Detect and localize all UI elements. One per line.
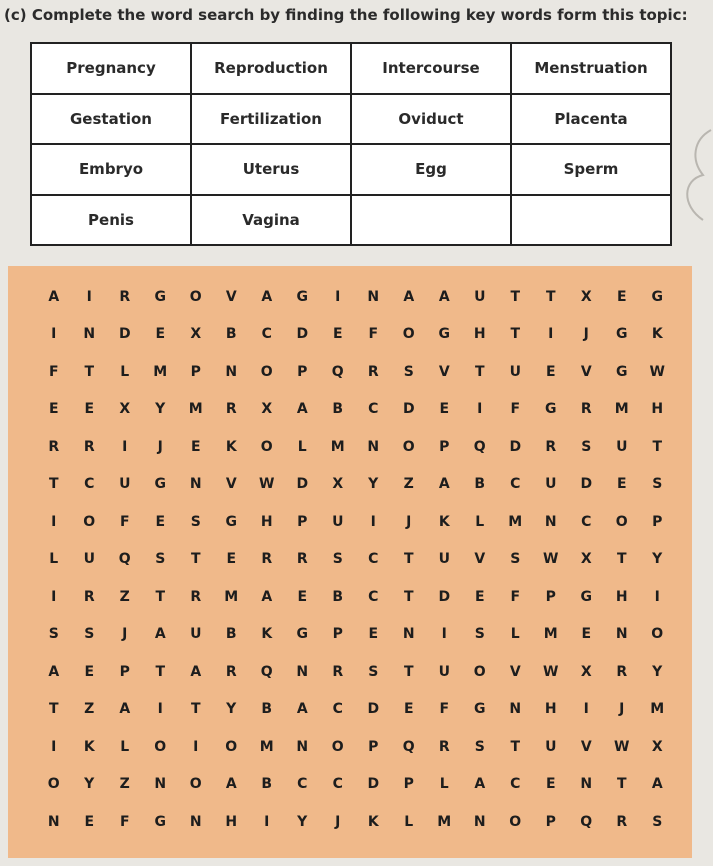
grid-letter: Q bbox=[260, 663, 273, 680]
grid-letter: I bbox=[583, 701, 589, 718]
grid-letter: D bbox=[402, 401, 415, 418]
grid-letter: G bbox=[474, 701, 486, 718]
grid-letter: X bbox=[580, 551, 592, 568]
grid-letter: I bbox=[122, 438, 128, 455]
grid-letter: J bbox=[619, 701, 625, 718]
grid-letter: C bbox=[332, 776, 343, 793]
grid-letter: C bbox=[261, 326, 272, 343]
grid-letter: V bbox=[580, 363, 592, 380]
grid-letter: O bbox=[615, 513, 628, 530]
grid-letter: O bbox=[83, 513, 96, 530]
keyword-row bbox=[31, 195, 671, 246]
grid-letter: D bbox=[367, 701, 380, 718]
keyword-cell: Uterus bbox=[191, 144, 351, 195]
keyword-cell bbox=[511, 195, 671, 246]
grid-letter: H bbox=[544, 701, 557, 718]
grid-letter: J bbox=[406, 513, 412, 530]
grid-letter: Q bbox=[473, 438, 486, 455]
grid-letter: E bbox=[368, 626, 379, 643]
grid-letter: O bbox=[402, 438, 415, 455]
grid-letter: U bbox=[438, 551, 450, 568]
grid-letter: M bbox=[330, 438, 345, 455]
keyword-cell: Penis bbox=[31, 195, 191, 246]
grid-letter: T bbox=[403, 663, 414, 680]
grid-letter: N bbox=[154, 776, 167, 793]
grid-letter: N bbox=[296, 738, 309, 755]
grid-letter: Y bbox=[652, 551, 663, 568]
grid-letter: O bbox=[473, 663, 486, 680]
grid-letter: W bbox=[543, 551, 559, 568]
grid-letter: E bbox=[84, 401, 95, 418]
grid-letter: L bbox=[49, 551, 59, 568]
grid-letter: T bbox=[510, 288, 521, 305]
grid-letter: W bbox=[649, 363, 665, 380]
grid-letter: T bbox=[474, 363, 485, 380]
grid-letter: T bbox=[510, 326, 521, 343]
grid-letter: X bbox=[651, 738, 663, 755]
grid-letter: E bbox=[48, 401, 59, 418]
grid-letter: R bbox=[332, 663, 344, 680]
keyword-cell: Embryo bbox=[31, 144, 191, 195]
grid-letter: S bbox=[368, 663, 379, 680]
grid-letter: N bbox=[189, 476, 202, 493]
grid-letter: N bbox=[580, 776, 593, 793]
grid-letter: S bbox=[155, 551, 166, 568]
grid-letter: C bbox=[332, 701, 343, 718]
grid-letter: S bbox=[652, 476, 663, 493]
grid-letter: A bbox=[438, 476, 450, 493]
word-search-panel bbox=[8, 266, 692, 858]
grid-letter: Z bbox=[403, 476, 414, 493]
keyword-cell: Gestation bbox=[31, 94, 191, 145]
grid-letter: L bbox=[510, 626, 520, 643]
grid-letter: F bbox=[48, 363, 59, 380]
keyword-cell: Reproduction bbox=[191, 43, 351, 94]
grid-letter: U bbox=[474, 288, 486, 305]
grid-letter: T bbox=[545, 288, 556, 305]
grid-letter: N bbox=[473, 813, 486, 830]
grid-letter: D bbox=[580, 476, 593, 493]
grid-letter: I bbox=[335, 288, 341, 305]
grid-letter: M bbox=[650, 701, 665, 718]
grid-letter: T bbox=[155, 663, 166, 680]
grid-letter: E bbox=[403, 701, 414, 718]
keyword-cell: Placenta bbox=[511, 94, 671, 145]
grid-letter: C bbox=[510, 776, 521, 793]
grid-letter: K bbox=[651, 326, 663, 343]
grid-letter: A bbox=[403, 288, 415, 305]
grid-letter: N bbox=[225, 363, 238, 380]
grid-letter: P bbox=[297, 513, 308, 530]
grid-letter: A bbox=[651, 776, 663, 793]
grid-letter: M bbox=[224, 588, 239, 605]
grid-letter: R bbox=[261, 551, 273, 568]
grid-letter: P bbox=[545, 588, 556, 605]
grid-letter: T bbox=[616, 551, 627, 568]
keyword-cell: Menstruation bbox=[511, 43, 671, 94]
grid-letter: R bbox=[190, 588, 202, 605]
instruction-text: (c) Complete the word search by finding the following key words form this topic: bbox=[4, 6, 688, 24]
grid-letter: C bbox=[510, 476, 521, 493]
grid-letter: G bbox=[438, 326, 450, 343]
grid-letter: S bbox=[84, 626, 95, 643]
grid-letter: R bbox=[119, 288, 131, 305]
grid-letter: K bbox=[367, 813, 379, 830]
grid-letter: R bbox=[296, 551, 308, 568]
grid-letter: L bbox=[404, 813, 414, 830]
grid-letter: M bbox=[153, 363, 168, 380]
grid-letter: O bbox=[651, 626, 664, 643]
grid-letter: T bbox=[190, 701, 201, 718]
grid-letter: T bbox=[84, 363, 95, 380]
grid-letter: K bbox=[83, 738, 95, 755]
grid-letter: I bbox=[51, 326, 57, 343]
grid-letter: R bbox=[48, 438, 60, 455]
grid-letter: O bbox=[260, 363, 273, 380]
grid-letter: O bbox=[225, 738, 238, 755]
grid-letter: G bbox=[616, 363, 628, 380]
keyword-table bbox=[30, 42, 672, 246]
grid-letter: Y bbox=[226, 701, 237, 718]
grid-letter: X bbox=[190, 326, 202, 343]
grid-letter: S bbox=[474, 738, 485, 755]
grid-letter: O bbox=[260, 438, 273, 455]
grid-letter: P bbox=[332, 626, 343, 643]
keyword-row bbox=[31, 144, 671, 195]
grid-letter: R bbox=[616, 663, 628, 680]
grid-letter: L bbox=[120, 363, 130, 380]
grid-letter: R bbox=[545, 438, 557, 455]
grid-letter: I bbox=[193, 738, 199, 755]
grid-letter: B bbox=[332, 588, 344, 605]
grid-letter: M bbox=[259, 738, 274, 755]
grid-letter: D bbox=[438, 588, 451, 605]
grid-letter: I bbox=[51, 588, 57, 605]
grid-letter: A bbox=[261, 588, 273, 605]
keyword-cell: Pregnancy bbox=[31, 43, 191, 94]
grid-letter: V bbox=[580, 738, 592, 755]
grid-letter: O bbox=[47, 776, 60, 793]
grid-letter: X bbox=[332, 476, 344, 493]
grid-letter: D bbox=[509, 438, 522, 455]
grid-letter: E bbox=[616, 476, 627, 493]
grid-letter: U bbox=[545, 738, 557, 755]
grid-letter: I bbox=[548, 326, 554, 343]
grid-letter: E bbox=[297, 588, 308, 605]
grid-letter: R bbox=[616, 813, 628, 830]
grid-letter: E bbox=[581, 626, 592, 643]
grid-letter: G bbox=[154, 288, 166, 305]
grid-letter: A bbox=[296, 701, 308, 718]
grid-letter: M bbox=[508, 513, 523, 530]
grid-letter: U bbox=[616, 438, 628, 455]
grid-letter: D bbox=[296, 326, 309, 343]
grid-letter: N bbox=[296, 663, 309, 680]
grid-letter: L bbox=[475, 513, 485, 530]
grid-letter: P bbox=[297, 363, 308, 380]
grid-letter: H bbox=[225, 813, 238, 830]
grid-letter: G bbox=[154, 476, 166, 493]
grid-letter: C bbox=[368, 551, 379, 568]
grid-letter: C bbox=[297, 776, 308, 793]
grid-letter: W bbox=[259, 476, 275, 493]
grid-letter: P bbox=[439, 438, 450, 455]
grid-letter: T bbox=[403, 588, 414, 605]
grid-letter: U bbox=[545, 476, 557, 493]
grid-letter: N bbox=[47, 813, 60, 830]
keyword-cell: Sperm bbox=[511, 144, 671, 195]
keyword-cell: Oviduct bbox=[351, 94, 511, 145]
grid-letter: I bbox=[654, 588, 660, 605]
grid-letter: Y bbox=[368, 476, 379, 493]
grid-letter: Y bbox=[84, 776, 95, 793]
grid-letter: O bbox=[402, 326, 415, 343]
grid-letter: B bbox=[225, 626, 237, 643]
grid-letter: P bbox=[652, 513, 663, 530]
grid-letter: D bbox=[296, 476, 309, 493]
grid-letter: O bbox=[189, 776, 202, 793]
keyword-row bbox=[31, 94, 671, 145]
grid-letter: T bbox=[652, 438, 663, 455]
grid-letter: X bbox=[261, 401, 273, 418]
grid-letter: B bbox=[225, 326, 237, 343]
grid-letter: G bbox=[296, 626, 308, 643]
grid-letter: A bbox=[296, 401, 308, 418]
grid-letter: T bbox=[48, 701, 59, 718]
grid-letter: A bbox=[438, 288, 450, 305]
grid-letter: H bbox=[260, 513, 273, 530]
grid-letter: M bbox=[437, 813, 452, 830]
grid-letter: S bbox=[510, 551, 521, 568]
grid-letter: Y bbox=[297, 813, 308, 830]
grid-letter: Y bbox=[652, 663, 663, 680]
grid-letter: E bbox=[226, 551, 237, 568]
grid-letter: V bbox=[225, 476, 237, 493]
grid-letter: J bbox=[583, 326, 589, 343]
grid-letter: U bbox=[438, 663, 450, 680]
grid-letter: B bbox=[261, 701, 273, 718]
grid-letter: E bbox=[439, 401, 450, 418]
grid-letter: P bbox=[119, 663, 130, 680]
grid-letter: J bbox=[122, 626, 128, 643]
grid-letter: G bbox=[545, 401, 557, 418]
grid-letter: V bbox=[225, 288, 237, 305]
grid-letter: I bbox=[370, 513, 376, 530]
grid-letter: A bbox=[48, 288, 60, 305]
grid-letter: E bbox=[545, 776, 556, 793]
grid-letter: S bbox=[581, 438, 592, 455]
grid-letter: I bbox=[51, 513, 57, 530]
grid-letter: T bbox=[616, 776, 627, 793]
grid-letter: R bbox=[367, 363, 379, 380]
grid-letter: L bbox=[439, 776, 449, 793]
grid-letter: E bbox=[545, 363, 556, 380]
grid-letter: G bbox=[580, 588, 592, 605]
grid-letter: G bbox=[616, 326, 628, 343]
grid-letter: R bbox=[83, 438, 95, 455]
keyword-cell: Intercourse bbox=[351, 43, 511, 94]
grid-letter: K bbox=[261, 626, 273, 643]
grid-letter: G bbox=[296, 288, 308, 305]
grid-letter: P bbox=[403, 776, 414, 793]
grid-letter: F bbox=[439, 701, 450, 718]
grid-letter: E bbox=[84, 813, 95, 830]
grid-letter: G bbox=[651, 288, 663, 305]
keyword-cell: Fertilization bbox=[191, 94, 351, 145]
grid-letter: A bbox=[154, 626, 166, 643]
grid-letter: C bbox=[368, 401, 379, 418]
grid-letter: D bbox=[118, 326, 131, 343]
grid-letter: F bbox=[119, 513, 130, 530]
grid-letter: X bbox=[580, 663, 592, 680]
grid-letter: C bbox=[368, 588, 379, 605]
grid-letter: I bbox=[264, 813, 270, 830]
grid-letter: V bbox=[474, 551, 486, 568]
grid-letter: T bbox=[510, 738, 521, 755]
grid-letter: N bbox=[544, 513, 557, 530]
grid-letter: F bbox=[119, 813, 130, 830]
grid-letter: U bbox=[190, 626, 202, 643]
grid-letter: P bbox=[545, 813, 556, 830]
grid-letter: F bbox=[368, 326, 379, 343]
grid-letter: I bbox=[51, 738, 57, 755]
grid-letter: N bbox=[83, 326, 96, 343]
grid-letter: A bbox=[48, 663, 60, 680]
grid-letter: Z bbox=[119, 588, 130, 605]
grid-letter: L bbox=[120, 738, 130, 755]
grid-letter: T bbox=[190, 551, 201, 568]
grid-letter: U bbox=[509, 363, 521, 380]
grid-letter: N bbox=[615, 626, 628, 643]
grid-letter: O bbox=[509, 813, 522, 830]
grid-letter: H bbox=[615, 588, 628, 605]
grid-letter: E bbox=[474, 588, 485, 605]
grid-letter: I bbox=[157, 701, 163, 718]
grid-letter: E bbox=[190, 438, 201, 455]
grid-letter: I bbox=[441, 626, 447, 643]
grid-letter: S bbox=[190, 513, 201, 530]
grid-letter: P bbox=[368, 738, 379, 755]
grid-letter: U bbox=[332, 513, 344, 530]
grid-letter: B bbox=[261, 776, 273, 793]
grid-letter: V bbox=[438, 363, 450, 380]
grid-letter: A bbox=[119, 701, 131, 718]
grid-letter: N bbox=[367, 288, 380, 305]
grid-letter: R bbox=[438, 738, 450, 755]
grid-letter: L bbox=[297, 438, 307, 455]
pen-mark-icon bbox=[673, 120, 713, 240]
grid-letter: Q bbox=[331, 363, 344, 380]
grid-letter: A bbox=[261, 288, 273, 305]
grid-letter: N bbox=[509, 701, 522, 718]
grid-letter: I bbox=[477, 401, 483, 418]
grid-letter: C bbox=[84, 476, 95, 493]
grid-letter: T bbox=[155, 588, 166, 605]
grid-letter: Q bbox=[118, 551, 131, 568]
grid-letter: R bbox=[225, 663, 237, 680]
grid-letter: O bbox=[154, 738, 167, 755]
grid-letter: S bbox=[652, 813, 663, 830]
grid-letter: E bbox=[616, 288, 627, 305]
grid-letter: W bbox=[543, 663, 559, 680]
grid-letter: K bbox=[438, 513, 450, 530]
grid-letter: S bbox=[332, 551, 343, 568]
grid-letter: I bbox=[86, 288, 92, 305]
grid-letter: T bbox=[48, 476, 59, 493]
grid-letter: G bbox=[154, 813, 166, 830]
grid-letter: U bbox=[83, 551, 95, 568]
grid-letter: W bbox=[614, 738, 630, 755]
grid-letter: B bbox=[474, 476, 486, 493]
grid-letter: E bbox=[155, 513, 166, 530]
grid-letter: V bbox=[509, 663, 521, 680]
grid-letter: S bbox=[474, 626, 485, 643]
grid-letter: S bbox=[48, 626, 59, 643]
grid-letter: Q bbox=[402, 738, 415, 755]
grid-letter: A bbox=[190, 663, 202, 680]
grid-letter: O bbox=[331, 738, 344, 755]
grid-letter: H bbox=[651, 401, 664, 418]
grid-letter: D bbox=[367, 776, 380, 793]
grid-letter: X bbox=[580, 288, 592, 305]
grid-letter: M bbox=[614, 401, 629, 418]
grid-letter: N bbox=[367, 438, 380, 455]
keyword-cell: Vagina bbox=[191, 195, 351, 246]
grid-letter: C bbox=[581, 513, 592, 530]
keyword-row bbox=[31, 43, 671, 94]
grid-letter: M bbox=[188, 401, 203, 418]
grid-letter: G bbox=[225, 513, 237, 530]
grid-letter: F bbox=[510, 401, 521, 418]
keyword-cell bbox=[351, 195, 511, 246]
grid-letter: T bbox=[403, 551, 414, 568]
grid-letter: J bbox=[157, 438, 163, 455]
grid-letter: Z bbox=[84, 701, 95, 718]
grid-letter: U bbox=[119, 476, 131, 493]
grid-letter: A bbox=[474, 776, 486, 793]
grid-letter: N bbox=[402, 626, 415, 643]
grid-letter: E bbox=[155, 326, 166, 343]
grid-letter: S bbox=[403, 363, 414, 380]
grid-letter: J bbox=[335, 813, 341, 830]
grid-letter: R bbox=[580, 401, 592, 418]
grid-letter: M bbox=[543, 626, 558, 643]
grid-letter: B bbox=[332, 401, 344, 418]
grid-letter: A bbox=[225, 776, 237, 793]
word-search-grid bbox=[36, 278, 675, 841]
grid-letter: E bbox=[84, 663, 95, 680]
grid-letter: E bbox=[332, 326, 343, 343]
grid-letter: K bbox=[225, 438, 237, 455]
grid-letter: Q bbox=[580, 813, 593, 830]
grid-letter: H bbox=[473, 326, 486, 343]
grid-letter: Z bbox=[119, 776, 130, 793]
grid-letter: R bbox=[83, 588, 95, 605]
grid-letter: Y bbox=[155, 401, 166, 418]
grid-letter: R bbox=[225, 401, 237, 418]
grid-letter: F bbox=[510, 588, 521, 605]
grid-letter: P bbox=[190, 363, 201, 380]
grid-letter: N bbox=[189, 813, 202, 830]
grid-letter: O bbox=[189, 288, 202, 305]
grid-letter: X bbox=[119, 401, 131, 418]
keyword-cell: Egg bbox=[351, 144, 511, 195]
